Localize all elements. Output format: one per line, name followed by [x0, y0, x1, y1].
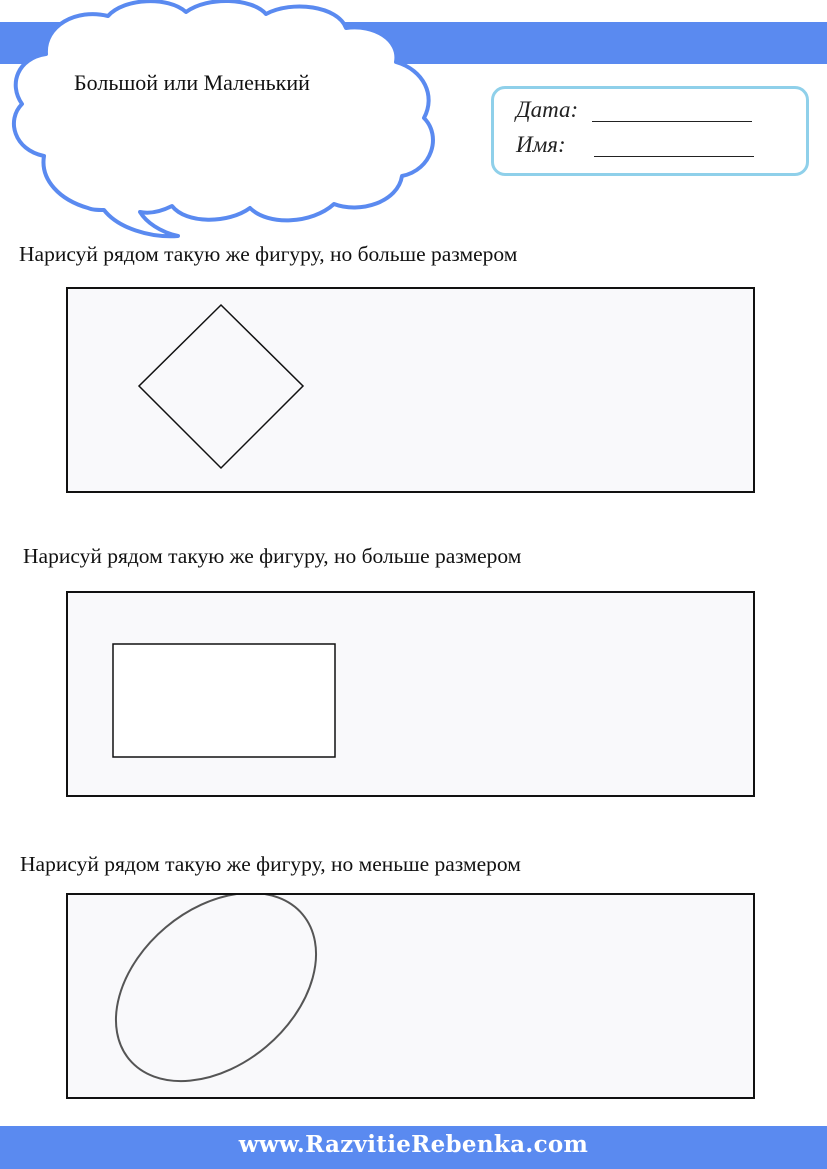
task-2-instruction: Нарисуй рядом такую же фигуру, но больше размером [23, 544, 522, 568]
task-2-drawing-area[interactable] [66, 591, 755, 797]
date-label: Дата: [516, 97, 579, 122]
task-1-drawing-area[interactable] [66, 287, 755, 493]
name-label: Имя: [516, 132, 566, 157]
date-write-line[interactable] [592, 121, 752, 122]
worksheet-title: Большой или Маленький [74, 70, 310, 95]
footer-website-link[interactable]: www.RazvitieRebenka.com [238, 1131, 589, 1158]
task-1-instruction: Нарисуй рядом такую же фигуру, но больше размером [19, 242, 518, 266]
cloud-speech-bubble [0, 0, 470, 240]
task-3-instruction: Нарисуй рядом такую же фигуру, но меньше размером [20, 852, 521, 876]
task-3-drawing-area[interactable] [66, 893, 755, 1099]
date-name-box [491, 86, 809, 176]
rectangle-shape [113, 644, 335, 757]
ellipse-shape [79, 895, 352, 1101]
name-write-line[interactable] [594, 156, 754, 157]
diamond-shape [139, 305, 303, 468]
